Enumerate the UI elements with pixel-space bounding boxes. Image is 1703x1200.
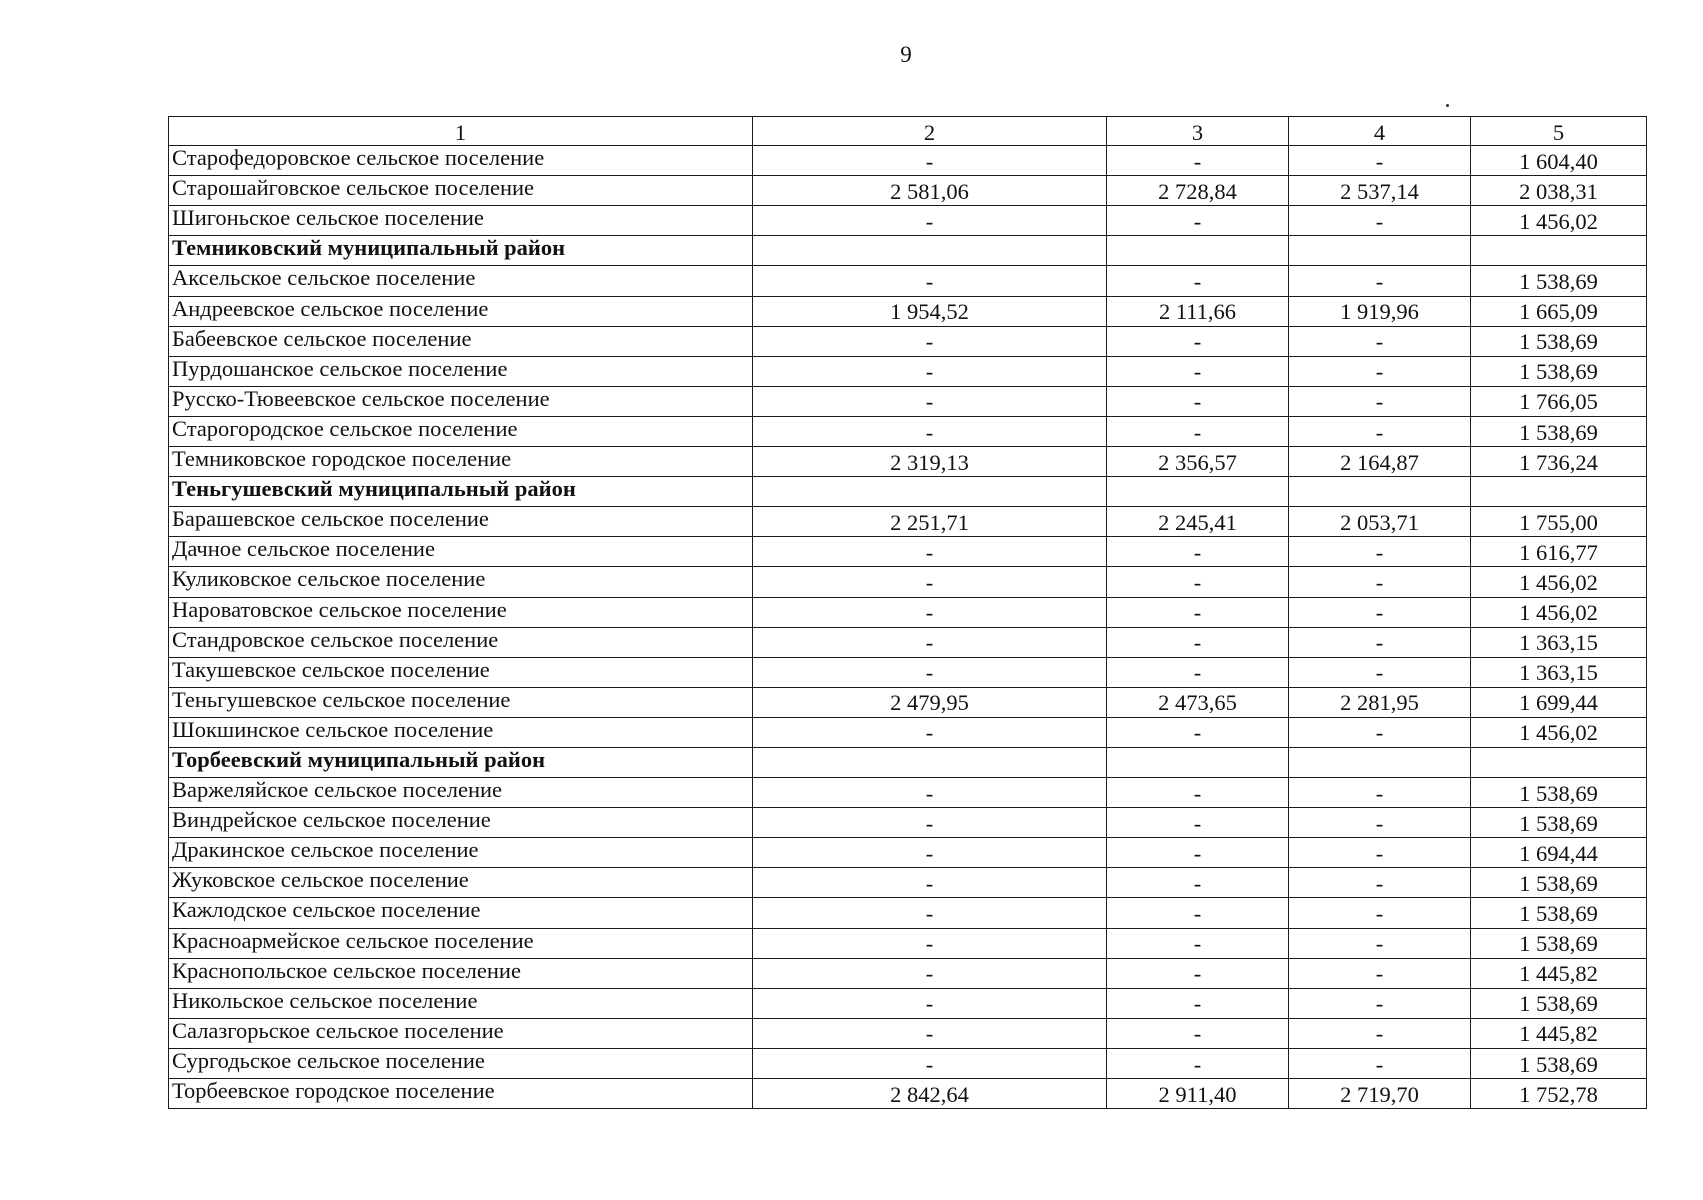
table-row bbox=[169, 898, 1647, 928]
settlement-name-cell: Теньгушевское сельское поселение bbox=[169, 687, 753, 717]
value-cell-col2: 2 842,64 bbox=[753, 1079, 1107, 1109]
settlement-name-cell: Нароватовское сельское поселение bbox=[169, 597, 753, 627]
value-cell-col4: - bbox=[1289, 1018, 1471, 1048]
value-cell-col3: - bbox=[1107, 416, 1289, 446]
value-cell-col5: 1 538,69 bbox=[1471, 266, 1647, 296]
value-cell-col4: - bbox=[1289, 928, 1471, 958]
value-cell-col3 bbox=[1107, 236, 1289, 266]
value-cell-col4: 1 919,96 bbox=[1289, 296, 1471, 326]
settlement-name-cell: Дракинское сельское поселение bbox=[169, 838, 753, 868]
value-cell-col3: - bbox=[1107, 597, 1289, 627]
settlement-name-cell: Барашевское сельское поселение bbox=[169, 507, 753, 537]
value-cell-col5: 1 736,24 bbox=[1471, 447, 1647, 477]
value-cell-col3: 2 473,65 bbox=[1107, 687, 1289, 717]
table-row bbox=[169, 778, 1647, 808]
value-cell-col5: 1 363,15 bbox=[1471, 657, 1647, 687]
settlement-name-cell: Дачное сельское поселение bbox=[169, 537, 753, 567]
header-cell-4: 4 bbox=[1289, 117, 1471, 146]
value-cell-col3: - bbox=[1107, 266, 1289, 296]
table-row bbox=[169, 507, 1647, 537]
value-cell-col4: - bbox=[1289, 326, 1471, 356]
value-cell-col4: 2 537,14 bbox=[1289, 176, 1471, 206]
value-cell-col2: - bbox=[753, 146, 1107, 176]
value-cell-col5: 1 538,69 bbox=[1471, 416, 1647, 446]
value-cell-col3: - bbox=[1107, 868, 1289, 898]
settlement-name-cell: Старошайговское сельское поселение bbox=[169, 176, 753, 206]
table-body bbox=[169, 117, 1647, 1109]
value-cell-col2 bbox=[753, 236, 1107, 266]
value-cell-col3: 2 911,40 bbox=[1107, 1079, 1289, 1109]
value-cell-col2: - bbox=[753, 537, 1107, 567]
value-cell-col2: - bbox=[753, 988, 1107, 1018]
table-row bbox=[169, 808, 1647, 838]
value-cell-col4 bbox=[1289, 477, 1471, 507]
value-cell-col4: 2 719,70 bbox=[1289, 1079, 1471, 1109]
table-row bbox=[169, 868, 1647, 898]
settlement-name-cell: Виндрейское сельское поселение bbox=[169, 808, 753, 838]
header-cell-3: 3 bbox=[1107, 117, 1289, 146]
settlement-name-cell: Пурдошанское сельское поселение bbox=[169, 356, 753, 386]
table-row bbox=[169, 356, 1647, 386]
value-cell-col2: - bbox=[753, 597, 1107, 627]
value-cell-col2: - bbox=[753, 1048, 1107, 1078]
value-cell-col4 bbox=[1289, 747, 1471, 777]
value-cell-col3: - bbox=[1107, 778, 1289, 808]
settlement-name-cell: Сургодьское сельское поселение bbox=[169, 1048, 753, 1078]
value-cell-col2: - bbox=[753, 778, 1107, 808]
value-cell-col3: - bbox=[1107, 537, 1289, 567]
value-cell-col4: - bbox=[1289, 657, 1471, 687]
value-cell-col2: 2 251,71 bbox=[753, 507, 1107, 537]
table-row bbox=[169, 1079, 1647, 1109]
value-cell-col3: 2 356,57 bbox=[1107, 447, 1289, 477]
district-header-row bbox=[169, 236, 1647, 266]
value-cell-col5: 1 456,02 bbox=[1471, 206, 1647, 236]
settlement-name-cell: Темниковское городское поселение bbox=[169, 447, 753, 477]
value-cell-col4: - bbox=[1289, 266, 1471, 296]
value-cell-col5: 1 538,69 bbox=[1471, 326, 1647, 356]
value-cell-col5: 2 038,31 bbox=[1471, 176, 1647, 206]
value-cell-col5: 1 665,09 bbox=[1471, 296, 1647, 326]
settlement-name-cell: Стандровское сельское поселение bbox=[169, 627, 753, 657]
header-cell-1: 1 bbox=[169, 117, 753, 146]
header-cell-2: 2 bbox=[753, 117, 1107, 146]
value-cell-col5 bbox=[1471, 747, 1647, 777]
data-table bbox=[168, 116, 1647, 1109]
value-cell-col3 bbox=[1107, 477, 1289, 507]
value-cell-col3: - bbox=[1107, 717, 1289, 747]
table-row bbox=[169, 447, 1647, 477]
settlement-name-cell: Такушевское сельское поселение bbox=[169, 657, 753, 687]
district-header-row bbox=[169, 477, 1647, 507]
value-cell-col4: 2 164,87 bbox=[1289, 447, 1471, 477]
value-cell-col2: - bbox=[753, 567, 1107, 597]
value-cell-col5: 1 604,40 bbox=[1471, 146, 1647, 176]
value-cell-col2: 2 479,95 bbox=[753, 687, 1107, 717]
value-cell-col5 bbox=[1471, 236, 1647, 266]
settlement-name-cell: Никольское сельское поселение bbox=[169, 988, 753, 1018]
value-cell-col2: 2 581,06 bbox=[753, 176, 1107, 206]
value-cell-col2 bbox=[753, 477, 1107, 507]
settlement-name-cell: Русско-Тювеевское сельское поселение bbox=[169, 386, 753, 416]
value-cell-col5: 1 363,15 bbox=[1471, 627, 1647, 657]
value-cell-col5: 1 538,69 bbox=[1471, 898, 1647, 928]
value-cell-col4: - bbox=[1289, 416, 1471, 446]
table-row bbox=[169, 687, 1647, 717]
value-cell-col4 bbox=[1289, 236, 1471, 266]
value-cell-col3: - bbox=[1107, 898, 1289, 928]
page-number: 9 bbox=[900, 42, 912, 67]
value-cell-col5: 1 538,69 bbox=[1471, 1048, 1647, 1078]
value-cell-col4: - bbox=[1289, 778, 1471, 808]
value-cell-col3: - bbox=[1107, 928, 1289, 958]
value-cell-col5: 1 616,77 bbox=[1471, 537, 1647, 567]
value-cell-col4: - bbox=[1289, 146, 1471, 176]
value-cell-col2: - bbox=[753, 898, 1107, 928]
value-cell-col2: - bbox=[753, 206, 1107, 236]
value-cell-col5: 1 445,82 bbox=[1471, 1018, 1647, 1048]
value-cell-col2: - bbox=[753, 808, 1107, 838]
value-cell-col4: - bbox=[1289, 838, 1471, 868]
value-cell-col2: - bbox=[753, 717, 1107, 747]
table-row bbox=[169, 1018, 1647, 1048]
value-cell-col3: - bbox=[1107, 1048, 1289, 1078]
settlement-name-cell: Варжеляйское сельское поселение bbox=[169, 778, 753, 808]
value-cell-col3: - bbox=[1107, 386, 1289, 416]
value-cell-col5 bbox=[1471, 477, 1647, 507]
table-row bbox=[169, 838, 1647, 868]
value-cell-col2: 2 319,13 bbox=[753, 447, 1107, 477]
table-row bbox=[169, 266, 1647, 296]
value-cell-col3: - bbox=[1107, 146, 1289, 176]
value-cell-col5: 1 445,82 bbox=[1471, 958, 1647, 988]
value-cell-col2: - bbox=[753, 416, 1107, 446]
table-row bbox=[169, 146, 1647, 176]
value-cell-col3: - bbox=[1107, 567, 1289, 597]
value-cell-col2: - bbox=[753, 627, 1107, 657]
value-cell-col3: 2 728,84 bbox=[1107, 176, 1289, 206]
value-cell-col4: - bbox=[1289, 808, 1471, 838]
value-cell-col4: - bbox=[1289, 868, 1471, 898]
value-cell-col4: - bbox=[1289, 567, 1471, 597]
table-row bbox=[169, 326, 1647, 356]
district-name-cell: Теньгушевский муниципальный район bbox=[169, 477, 753, 507]
value-cell-col2: 1 954,52 bbox=[753, 296, 1107, 326]
value-cell-col3 bbox=[1107, 747, 1289, 777]
value-cell-col5: 1 694,44 bbox=[1471, 838, 1647, 868]
value-cell-col2: - bbox=[753, 326, 1107, 356]
value-cell-col3: 2 111,66 bbox=[1107, 296, 1289, 326]
value-cell-col2: - bbox=[753, 356, 1107, 386]
value-cell-col4: - bbox=[1289, 206, 1471, 236]
value-cell-col5: 1 538,69 bbox=[1471, 808, 1647, 838]
table-row bbox=[169, 176, 1647, 206]
value-cell-col4: - bbox=[1289, 1048, 1471, 1078]
settlement-name-cell: Андреевское сельское поселение bbox=[169, 296, 753, 326]
value-cell-col5: 1 538,69 bbox=[1471, 988, 1647, 1018]
table-row bbox=[169, 416, 1647, 446]
value-cell-col3: - bbox=[1107, 206, 1289, 236]
value-cell-col3: - bbox=[1107, 657, 1289, 687]
value-cell-col4: - bbox=[1289, 988, 1471, 1018]
value-cell-col3: - bbox=[1107, 988, 1289, 1018]
value-cell-col5: 1 456,02 bbox=[1471, 717, 1647, 747]
scan-dot bbox=[1446, 104, 1449, 107]
value-cell-col3: - bbox=[1107, 838, 1289, 868]
district-name-cell: Торбеевский муниципальный район bbox=[169, 747, 753, 777]
table-row bbox=[169, 597, 1647, 627]
value-cell-col5: 1 456,02 bbox=[1471, 597, 1647, 627]
table-row bbox=[169, 386, 1647, 416]
value-cell-col5: 1 456,02 bbox=[1471, 567, 1647, 597]
value-cell-col3: - bbox=[1107, 1018, 1289, 1048]
value-cell-col2 bbox=[753, 747, 1107, 777]
value-cell-col4: - bbox=[1289, 386, 1471, 416]
settlement-name-cell: Шокшинское сельское поселение bbox=[169, 717, 753, 747]
settlement-name-cell: Жуковское сельское поселение bbox=[169, 868, 753, 898]
settlement-name-cell: Старофедоровское сельское поселение bbox=[169, 146, 753, 176]
value-cell-col4: - bbox=[1289, 356, 1471, 386]
value-cell-col3: 2 245,41 bbox=[1107, 507, 1289, 537]
value-cell-col4: - bbox=[1289, 627, 1471, 657]
settlement-name-cell: Шигоньское сельское поселение bbox=[169, 206, 753, 236]
table-row bbox=[169, 928, 1647, 958]
settlement-name-cell: Куликовское сельское поселение bbox=[169, 567, 753, 597]
value-cell-col2: - bbox=[753, 657, 1107, 687]
value-cell-col2: - bbox=[753, 386, 1107, 416]
value-cell-col3: - bbox=[1107, 627, 1289, 657]
value-cell-col2: - bbox=[753, 868, 1107, 898]
value-cell-col4: 2 053,71 bbox=[1289, 507, 1471, 537]
table-row bbox=[169, 958, 1647, 988]
value-cell-col4: - bbox=[1289, 717, 1471, 747]
value-cell-col5: 1 538,69 bbox=[1471, 928, 1647, 958]
value-cell-col5: 1 755,00 bbox=[1471, 507, 1647, 537]
header-cell-5: 5 bbox=[1471, 117, 1647, 146]
table-row bbox=[169, 988, 1647, 1018]
value-cell-col2: - bbox=[753, 1018, 1107, 1048]
value-cell-col2: - bbox=[753, 958, 1107, 988]
value-cell-col4: - bbox=[1289, 898, 1471, 928]
table-row bbox=[169, 296, 1647, 326]
value-cell-col5: 1 538,69 bbox=[1471, 356, 1647, 386]
settlement-name-cell: Салазгорьское сельское поселение bbox=[169, 1018, 753, 1048]
value-cell-col3: - bbox=[1107, 356, 1289, 386]
settlement-name-cell: Краснопольское сельское поселение bbox=[169, 958, 753, 988]
value-cell-col4: 2 281,95 bbox=[1289, 687, 1471, 717]
value-cell-col5: 1 752,78 bbox=[1471, 1079, 1647, 1109]
settlement-name-cell: Торбеевское городское поселение bbox=[169, 1079, 753, 1109]
settlement-name-cell: Старогородское сельское поселение bbox=[169, 416, 753, 446]
value-cell-col3: - bbox=[1107, 808, 1289, 838]
value-cell-col3: - bbox=[1107, 958, 1289, 988]
value-cell-col5: 1 766,05 bbox=[1471, 386, 1647, 416]
table-row bbox=[169, 1048, 1647, 1078]
value-cell-col5: 1 538,69 bbox=[1471, 868, 1647, 898]
settlement-name-cell: Красноармейское сельское поселение bbox=[169, 928, 753, 958]
table-row bbox=[169, 206, 1647, 236]
value-cell-col4: - bbox=[1289, 958, 1471, 988]
table-row bbox=[169, 627, 1647, 657]
value-cell-col3: - bbox=[1107, 326, 1289, 356]
table-row bbox=[169, 567, 1647, 597]
value-cell-col2: - bbox=[753, 266, 1107, 296]
table-row bbox=[169, 717, 1647, 747]
district-header-row bbox=[169, 747, 1647, 777]
value-cell-col4: - bbox=[1289, 597, 1471, 627]
value-cell-col5: 1 538,69 bbox=[1471, 778, 1647, 808]
value-cell-col2: - bbox=[753, 838, 1107, 868]
settlement-name-cell: Кажлодское сельское поселение bbox=[169, 898, 753, 928]
settlement-name-cell: Аксельское сельское поселение bbox=[169, 266, 753, 296]
value-cell-col4: - bbox=[1289, 537, 1471, 567]
value-cell-col2: - bbox=[753, 928, 1107, 958]
value-cell-col5: 1 699,44 bbox=[1471, 687, 1647, 717]
table-row bbox=[169, 657, 1647, 687]
settlement-name-cell: Бабеевское сельское поселение bbox=[169, 326, 753, 356]
table-row bbox=[169, 537, 1647, 567]
district-name-cell: Темниковский муниципальный район bbox=[169, 236, 753, 266]
table-header-row bbox=[169, 117, 1647, 146]
